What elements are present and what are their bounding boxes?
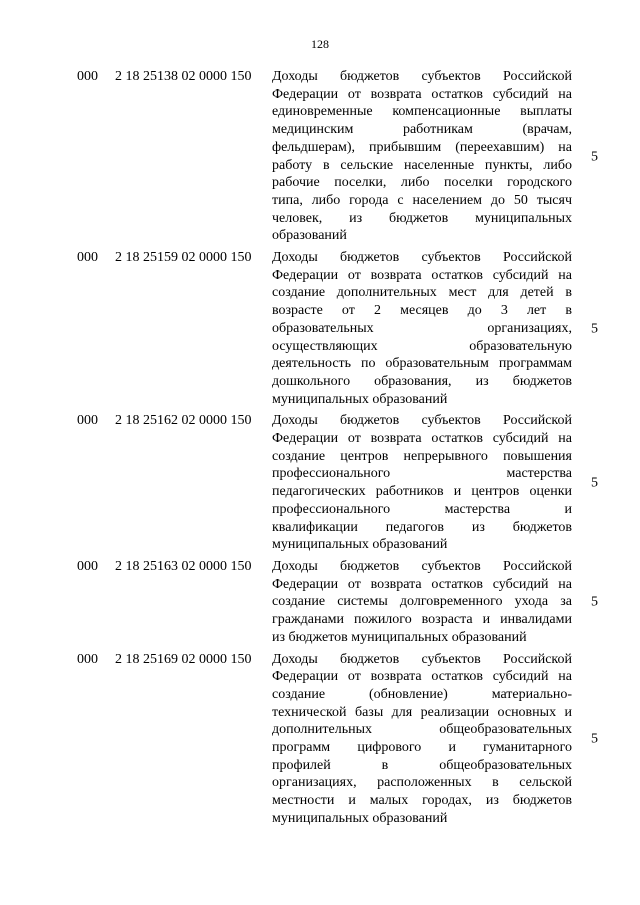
- description-line: медицинским работникам (врачам,: [272, 122, 572, 138]
- description-line: Федерации от возврата остатков субсидий на: [272, 431, 572, 447]
- description-line: создание дополнительных мест для детей в: [272, 285, 572, 301]
- allocation-rate: 5: [591, 594, 598, 610]
- description-line: дошкольного образования, из бюджетов: [272, 373, 572, 389]
- description-line: программ цифрового и гуманитарного: [272, 740, 572, 756]
- description-line: Доходы бюджетов субъектов Российской: [272, 69, 572, 84]
- description-line: профилей в общеобразовательных: [272, 757, 572, 773]
- budget-classification-code: 2 18 25159 02 0000 150: [115, 250, 252, 266]
- income-code-table: [0, 68, 640, 828]
- description-line: образований: [272, 228, 347, 244]
- description-line: образовательных организациях,: [272, 320, 572, 336]
- description-line: из бюджетов муниципальных образований: [272, 629, 527, 645]
- description-line: создание центров непрерывного повышения: [272, 448, 572, 464]
- description-line: муниципальных образований: [272, 391, 448, 407]
- description-line: создание (обновление) материально-: [272, 686, 572, 702]
- table-row: [0, 68, 640, 245]
- allocation-rate: 5: [591, 149, 598, 165]
- income-description: [272, 558, 572, 647]
- budget-classification-code: 2 18 25162 02 0000 150: [115, 413, 252, 429]
- table-row: [0, 558, 640, 647]
- allocation-rate: 5: [591, 321, 598, 337]
- income-description: [272, 249, 572, 408]
- description-line: профессионального мастерства и: [272, 501, 572, 517]
- description-line: Федерации от возврата остатков субсидий на: [272, 669, 572, 685]
- table-row: [0, 412, 640, 554]
- description-line: Доходы бюджетов субъектов Российской: [272, 558, 572, 574]
- description-line: возрасте от 2 месяцев до 3 лет в: [272, 303, 572, 319]
- description-line: единовременные компенсационные выплаты: [272, 104, 572, 120]
- description-line: Доходы бюджетов субъектов Российской: [272, 250, 572, 266]
- description-line: дополнительных общеобразовательных: [272, 722, 572, 738]
- description-line: Доходы бюджетов субъектов Российской: [272, 413, 572, 429]
- income-description: [272, 68, 572, 245]
- budget-classification-code: 2 18 25169 02 0000 150: [115, 651, 252, 667]
- table-row: [0, 651, 640, 828]
- description-line: Доходы бюджетов субъектов Российской: [272, 651, 572, 667]
- description-line: педагогических работников и центров оценки: [272, 484, 572, 500]
- description-line: Федерации от возврата остатков субсидий на: [272, 576, 572, 592]
- admin-code: 000: [77, 69, 98, 84]
- description-line: Федерации от возврата остатков субсидий на: [272, 86, 572, 102]
- admin-code: 000: [77, 558, 98, 574]
- page-number: 128: [311, 37, 329, 51]
- description-line: квалификации педагогов из бюджетов: [272, 519, 572, 535]
- description-line: Федерации от возврата остатков субсидий на: [272, 267, 572, 283]
- description-line: создание системы долговременного ухода за: [272, 594, 572, 610]
- description-line: муниципальных образований: [272, 810, 448, 826]
- description-line: организациях, расположенных в сельской: [272, 775, 572, 791]
- admin-code: 000: [77, 250, 98, 266]
- description-line: технической базы для реализации основных и: [272, 704, 572, 720]
- description-line: местности и малых городах, из бюджетов: [272, 793, 572, 809]
- table-row: [0, 249, 640, 408]
- description-line: осуществляющих образовательную: [272, 338, 572, 354]
- description-line: профессионального мастерства: [272, 466, 572, 482]
- budget-classification-code: 2 18 25163 02 0000 150: [115, 558, 252, 574]
- income-description: [272, 412, 572, 554]
- admin-code: 000: [77, 413, 98, 429]
- description-line: рабочие поселки, либо поселки городского: [272, 175, 572, 191]
- budget-classification-code: 2 18 25138 02 0000 150: [115, 69, 252, 84]
- description-line: деятельность по образовательным программам: [272, 356, 572, 372]
- allocation-rate: 5: [591, 731, 598, 747]
- admin-code: 000: [77, 651, 98, 667]
- description-line: человек, из бюджетов муниципальных: [272, 210, 572, 226]
- description-line: типа, либо города с населением до 50 тысяч: [272, 192, 572, 208]
- description-line: гражданами пожилого возраста и инвалидами: [272, 612, 572, 628]
- allocation-rate: 5: [591, 475, 598, 491]
- description-line: фельдшерам), прибывшим (переехавшим) на: [272, 139, 572, 155]
- income-description: [272, 651, 572, 828]
- description-line: муниципальных образований: [272, 537, 448, 553]
- description-line: работу в сельские населенные пункты, либо: [272, 157, 572, 173]
